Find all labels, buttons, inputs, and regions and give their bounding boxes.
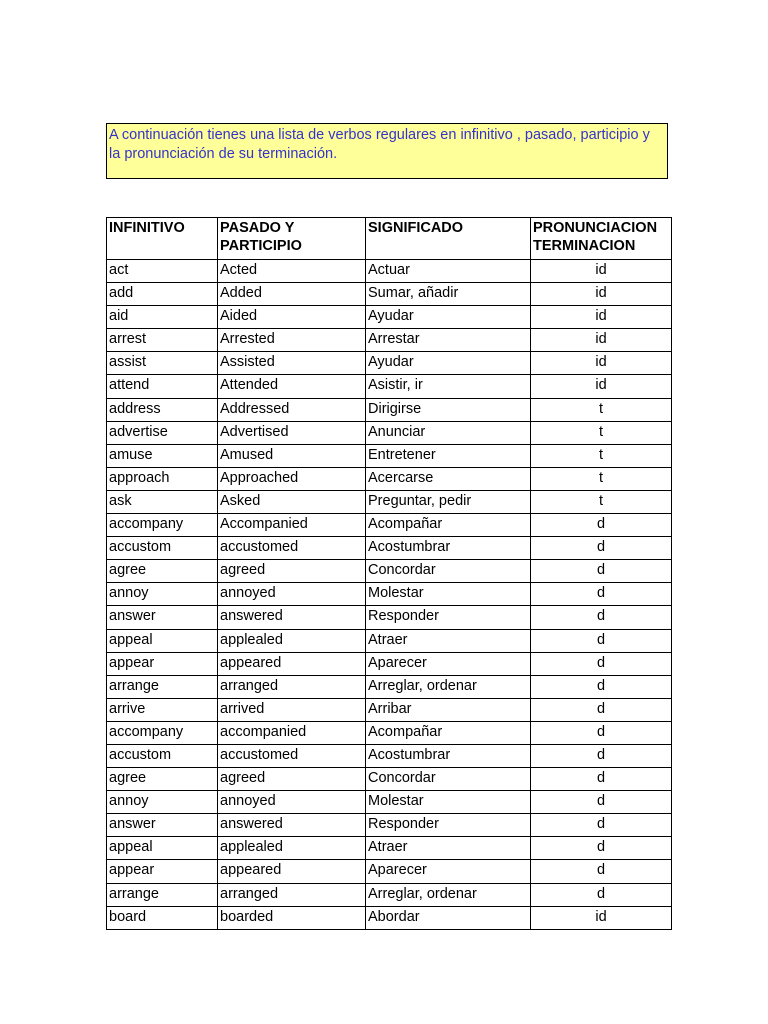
table-row (107, 514, 672, 537)
table-row (107, 791, 672, 814)
past-participle-cell: annoyed (218, 583, 366, 606)
table-row (107, 398, 672, 421)
pronunciation-cell: d (531, 652, 672, 675)
header-pronunciacion: PRONUNCIACION TERMINACION (531, 218, 672, 260)
pronunciation-cell: t (531, 444, 672, 467)
infinitive-cell: answer (107, 814, 218, 837)
infinitive-cell: annoy (107, 583, 218, 606)
meaning-cell: Asistir, ir (366, 375, 531, 398)
table-row (107, 860, 672, 883)
pronunciation-cell: d (531, 537, 672, 560)
past-participle-cell: Aided (218, 306, 366, 329)
meaning-cell: Actuar (366, 260, 531, 283)
meaning-cell: Anunciar (366, 421, 531, 444)
infinitive-cell: attend (107, 375, 218, 398)
pronunciation-cell: d (531, 860, 672, 883)
infinitive-cell: appear (107, 652, 218, 675)
pronunciation-cell: d (531, 583, 672, 606)
past-participle-cell: Added (218, 283, 366, 306)
table-row (107, 837, 672, 860)
infinitive-cell: appeal (107, 837, 218, 860)
table-row (107, 629, 672, 652)
infinitive-cell: arrange (107, 675, 218, 698)
past-participle-cell: agreed (218, 560, 366, 583)
meaning-cell: Acompañar (366, 721, 531, 744)
pronunciation-cell: d (531, 883, 672, 906)
past-participle-cell: boarded (218, 906, 366, 929)
past-participle-cell: accustomed (218, 744, 366, 767)
table-row (107, 375, 672, 398)
infinitive-cell: board (107, 906, 218, 929)
table-row (107, 537, 672, 560)
pronunciation-cell: t (531, 490, 672, 513)
table-row (107, 744, 672, 767)
past-participle-cell: accompanied (218, 721, 366, 744)
pronunciation-cell: id (531, 306, 672, 329)
pronunciation-cell: id (531, 352, 672, 375)
pronunciation-cell: d (531, 606, 672, 629)
table-row (107, 906, 672, 929)
meaning-cell: Arreglar, ordenar (366, 883, 531, 906)
table-row (107, 467, 672, 490)
pronunciation-cell: d (531, 721, 672, 744)
table-row (107, 444, 672, 467)
infinitive-cell: answer (107, 606, 218, 629)
header-infinitivo: INFINITIVO (107, 218, 218, 260)
meaning-cell: Responder (366, 606, 531, 629)
meaning-cell: Molestar (366, 583, 531, 606)
past-participle-cell: Attended (218, 375, 366, 398)
table-row (107, 814, 672, 837)
table-row (107, 675, 672, 698)
meaning-cell: Arreglar, ordenar (366, 675, 531, 698)
infinitive-cell: act (107, 260, 218, 283)
infinitive-cell: accompany (107, 721, 218, 744)
past-participle-cell: Assisted (218, 352, 366, 375)
infinitive-cell: agree (107, 560, 218, 583)
past-participle-cell: appeared (218, 652, 366, 675)
infinitive-cell: address (107, 398, 218, 421)
header-significado: SIGNIFICADO (366, 218, 531, 260)
past-participle-cell: appeared (218, 860, 366, 883)
pronunciation-cell: d (531, 675, 672, 698)
pronunciation-cell: d (531, 744, 672, 767)
infinitive-cell: accustom (107, 744, 218, 767)
table-row (107, 698, 672, 721)
infinitive-cell: accompany (107, 514, 218, 537)
meaning-cell: Sumar, añadir (366, 283, 531, 306)
past-participle-cell: Asked (218, 490, 366, 513)
meaning-cell: Molestar (366, 791, 531, 814)
meaning-cell: Atraer (366, 837, 531, 860)
past-participle-cell: applealed (218, 837, 366, 860)
past-participle-cell: arrived (218, 698, 366, 721)
intro-text: A continuación tienes una lista de verbos regulares en infinitivo , pasado, participio y la pronunciación de su terminación. (109, 127, 650, 162)
table-row (107, 329, 672, 352)
meaning-cell: Ayudar (366, 306, 531, 329)
past-participle-cell: Amused (218, 444, 366, 467)
pronunciation-cell: d (531, 837, 672, 860)
pronunciation-cell: d (531, 560, 672, 583)
table-row (107, 721, 672, 744)
past-participle-cell: annoyed (218, 791, 366, 814)
meaning-cell: Acercarse (366, 467, 531, 490)
meaning-cell: Entretener (366, 444, 531, 467)
meaning-cell: Arrestar (366, 329, 531, 352)
meaning-cell: Acostumbrar (366, 744, 531, 767)
infinitive-cell: assist (107, 352, 218, 375)
table-row (107, 260, 672, 283)
pronunciation-cell: d (531, 814, 672, 837)
table-row (107, 652, 672, 675)
meaning-cell: Preguntar, pedir (366, 490, 531, 513)
pronunciation-cell: id (531, 329, 672, 352)
pronunciation-cell: d (531, 698, 672, 721)
infinitive-cell: accustom (107, 537, 218, 560)
past-participle-cell: Approached (218, 467, 366, 490)
table-row (107, 490, 672, 513)
pronunciation-cell: d (531, 791, 672, 814)
infinitive-cell: aid (107, 306, 218, 329)
past-participle-cell: Addressed (218, 398, 366, 421)
past-participle-cell: arranged (218, 883, 366, 906)
pronunciation-cell: id (531, 906, 672, 929)
infinitive-cell: appeal (107, 629, 218, 652)
pronunciation-cell: id (531, 283, 672, 306)
infinitive-cell: arrive (107, 698, 218, 721)
table-row (107, 352, 672, 375)
table-row (107, 606, 672, 629)
verb-rows (107, 260, 672, 930)
pronunciation-cell: t (531, 421, 672, 444)
meaning-cell: Dirigirse (366, 398, 531, 421)
intro-box (106, 123, 668, 179)
pronunciation-cell: d (531, 768, 672, 791)
pronunciation-cell: d (531, 514, 672, 537)
table-row (107, 306, 672, 329)
infinitive-cell: arrange (107, 883, 218, 906)
table-row (107, 283, 672, 306)
table-row (107, 768, 672, 791)
past-participle-cell: Acted (218, 260, 366, 283)
past-participle-cell: accustomed (218, 537, 366, 560)
meaning-cell: Ayudar (366, 352, 531, 375)
table-row (107, 583, 672, 606)
pronunciation-cell: d (531, 629, 672, 652)
infinitive-cell: arrest (107, 329, 218, 352)
meaning-cell: Responder (366, 814, 531, 837)
meaning-cell: Abordar (366, 906, 531, 929)
infinitive-cell: agree (107, 768, 218, 791)
pronunciation-cell: t (531, 467, 672, 490)
meaning-cell: Atraer (366, 629, 531, 652)
header-row (107, 218, 672, 260)
infinitive-cell: ask (107, 490, 218, 513)
pronunciation-cell: id (531, 260, 672, 283)
meaning-cell: Aparecer (366, 652, 531, 675)
pronunciation-cell: id (531, 375, 672, 398)
past-participle-cell: Arrested (218, 329, 366, 352)
meaning-cell: Aparecer (366, 860, 531, 883)
infinitive-cell: approach (107, 467, 218, 490)
infinitive-cell: appear (107, 860, 218, 883)
past-participle-cell: arranged (218, 675, 366, 698)
past-participle-cell: applealed (218, 629, 366, 652)
past-participle-cell: Advertised (218, 421, 366, 444)
header-pasado-participio: PASADO Y PARTICIPIO (218, 218, 366, 260)
table-row (107, 421, 672, 444)
verbs-table (106, 217, 672, 930)
table-row (107, 560, 672, 583)
past-participle-cell: answered (218, 814, 366, 837)
pronunciation-cell: t (531, 398, 672, 421)
past-participle-cell: answered (218, 606, 366, 629)
meaning-cell: Arribar (366, 698, 531, 721)
infinitive-cell: add (107, 283, 218, 306)
infinitive-cell: advertise (107, 421, 218, 444)
meaning-cell: Concordar (366, 768, 531, 791)
past-participle-cell: Accompanied (218, 514, 366, 537)
meaning-cell: Acompañar (366, 514, 531, 537)
meaning-cell: Concordar (366, 560, 531, 583)
past-participle-cell: agreed (218, 768, 366, 791)
table-row (107, 883, 672, 906)
infinitive-cell: annoy (107, 791, 218, 814)
infinitive-cell: amuse (107, 444, 218, 467)
meaning-cell: Acostumbrar (366, 537, 531, 560)
